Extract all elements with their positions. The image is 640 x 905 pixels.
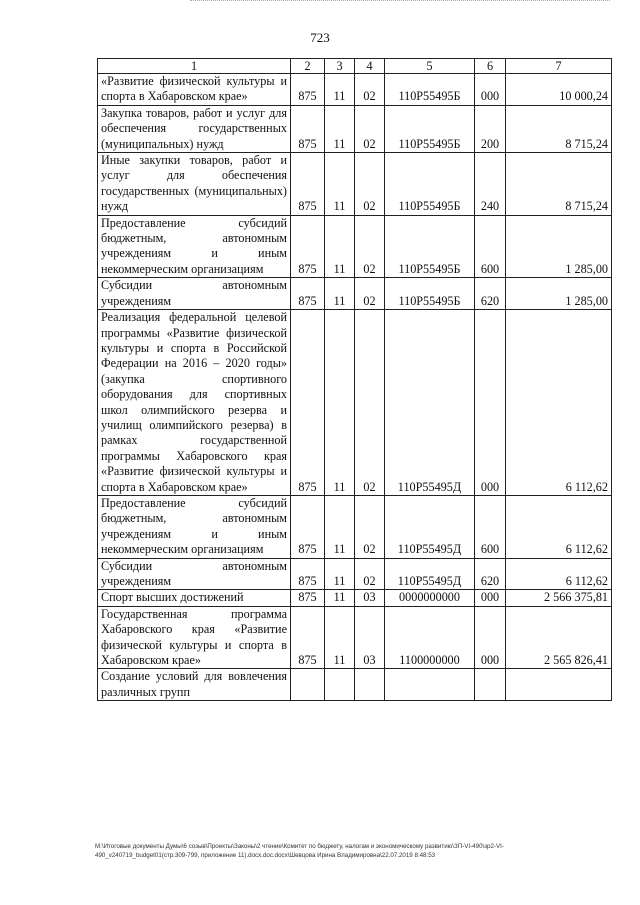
target-article-cell: 110P55495Б: [385, 74, 475, 106]
scan-artifact-line: [190, 0, 610, 4]
ministry-code-cell: 875: [291, 558, 325, 590]
subsection-code-cell: 02: [355, 153, 385, 216]
subsection-code-cell: [355, 669, 385, 701]
target-article-cell: 110P55495Б: [385, 105, 475, 152]
table-row: [98, 310, 612, 496]
ministry-code-cell: 875: [291, 606, 325, 669]
expense-name-cell: Иные закупки товаров, работ и услуг для обеспечения государственных (муниципальных) нужд: [98, 153, 291, 216]
page-number: 723: [310, 30, 330, 45]
target-article-cell: 110P55495Б: [385, 278, 475, 310]
table-row: [98, 153, 612, 216]
subsection-code-cell: 03: [355, 590, 385, 606]
target-article-cell: 110P55495Д: [385, 558, 475, 590]
table-row: [98, 590, 612, 606]
footer-line: 490_v240719_budget01(стр.309-799, приложение 11).docx.doc.docx\Шевцова Ирина Владимировна\22.07.2019 8:48:53: [95, 852, 436, 859]
subsection-code-cell: 02: [355, 278, 385, 310]
header-cell: 5: [385, 59, 475, 74]
section-code-cell: 11: [325, 495, 355, 558]
ministry-code-cell: 875: [291, 153, 325, 216]
ministry-code-cell: 875: [291, 74, 325, 106]
header-cell: 7: [506, 59, 612, 74]
amount-cell: 8 715,24: [506, 153, 612, 216]
ministry-code-cell: 875: [291, 278, 325, 310]
subsection-code-cell: 02: [355, 495, 385, 558]
subsection-code-cell: 03: [355, 606, 385, 669]
table-row: [98, 215, 612, 278]
amount-cell: 8 715,24: [506, 105, 612, 152]
section-code-cell: [325, 669, 355, 701]
section-code-cell: 11: [325, 558, 355, 590]
header-cell: 6: [475, 59, 506, 74]
file-path-footer: [95, 842, 615, 860]
expense-name-cell: Предоставление субсидий бюджетным, автономным учреждениям и иным некоммерческим организациям: [98, 215, 291, 278]
expense-type-cell: 240: [475, 153, 506, 216]
footer-line: M:\Итоговые документы Думы\6 созыв\Проекты\Законы\2 чтение\Комитет по бюджету, налогам и экономическому развитию\ЗП-VI-490\зр2-VI-: [95, 843, 504, 850]
expense-name-cell: Спорт высших достижений: [98, 590, 291, 606]
section-code-cell: 11: [325, 74, 355, 106]
expense-type-cell: 600: [475, 215, 506, 278]
ministry-code-cell: 875: [291, 215, 325, 278]
ministry-code-cell: 875: [291, 590, 325, 606]
amount-cell: 6 112,62: [506, 495, 612, 558]
table-row: [98, 495, 612, 558]
amount-cell: 10 000,24: [506, 74, 612, 106]
subsection-code-cell: 02: [355, 74, 385, 106]
section-code-cell: 11: [325, 590, 355, 606]
ministry-code-cell: 875: [291, 495, 325, 558]
section-code-cell: 11: [325, 105, 355, 152]
table-row: [98, 669, 612, 701]
table-row: [98, 278, 612, 310]
amount-cell: 2 566 375,81: [506, 590, 612, 606]
table-row: [98, 606, 612, 669]
table-row: [98, 74, 612, 106]
table-row: [98, 558, 612, 590]
header-cell: 4: [355, 59, 385, 74]
target-article-cell: 110P55495Б: [385, 215, 475, 278]
header-cell: 3: [325, 59, 355, 74]
expense-type-cell: 600: [475, 495, 506, 558]
expense-name-cell: Реализация федеральной целевой программы «Развитие физической культуры и спорта в Российской Федерации на 2016 – 2020 годы» (закупка спортивного оборудования для спортивных школ олимпийского резерва и училищ олимпийского резерва) в рамках государственной программы Хабаровского края «Развитие физической культуры и спорта в Хабаровском крае»: [98, 310, 291, 496]
table-header-row: [98, 59, 612, 74]
expense-name-cell: Государственная программа Хабаровского края «Развитие физической культуры и спорта в Хабаровском крае»: [98, 606, 291, 669]
header-cell: 1: [98, 59, 291, 74]
ministry-code-cell: 875: [291, 105, 325, 152]
header-cell: 2: [291, 59, 325, 74]
expense-name-cell: «Развитие физической культуры и спорта в Хабаровском крае»: [98, 74, 291, 106]
amount-cell: 1 285,00: [506, 278, 612, 310]
expense-name-cell: Закупка товаров, работ и услуг для обеспечения государственных (муниципальных) нужд: [98, 105, 291, 152]
target-article-cell: 110P55495Д: [385, 495, 475, 558]
amount-cell: 6 112,62: [506, 310, 612, 496]
section-code-cell: 11: [325, 606, 355, 669]
amount-cell: 2 565 826,41: [506, 606, 612, 669]
section-code-cell: 11: [325, 278, 355, 310]
table-row: [98, 105, 612, 152]
expense-type-cell: [475, 669, 506, 701]
expense-type-cell: 000: [475, 590, 506, 606]
target-article-cell: [385, 669, 475, 701]
amount-cell: 6 112,62: [506, 558, 612, 590]
target-article-cell: 1100000000: [385, 606, 475, 669]
expense-name-cell: Субсидии автономным учреждениям: [98, 278, 291, 310]
subsection-code-cell: 02: [355, 215, 385, 278]
expense-name-cell: Субсидии автономным учреждениям: [98, 558, 291, 590]
expense-type-cell: 620: [475, 278, 506, 310]
expense-type-cell: 200: [475, 105, 506, 152]
subsection-code-cell: 02: [355, 105, 385, 152]
expense-type-cell: 000: [475, 310, 506, 496]
expense-type-cell: 000: [475, 606, 506, 669]
section-code-cell: 11: [325, 215, 355, 278]
section-code-cell: 11: [325, 153, 355, 216]
expense-type-cell: 620: [475, 558, 506, 590]
target-article-cell: 110P55495Б: [385, 153, 475, 216]
ministry-code-cell: [291, 669, 325, 701]
budget-table: [97, 58, 612, 701]
amount-cell: [506, 669, 612, 701]
subsection-code-cell: 02: [355, 558, 385, 590]
target-article-cell: 110P55495Д: [385, 310, 475, 496]
target-article-cell: 0000000000: [385, 590, 475, 606]
section-code-cell: 11: [325, 310, 355, 496]
expense-name-cell: Создание условий для вовлечения различных групп: [98, 669, 291, 701]
ministry-code-cell: 875: [291, 310, 325, 496]
expense-type-cell: 000: [475, 74, 506, 106]
subsection-code-cell: 02: [355, 310, 385, 496]
amount-cell: 1 285,00: [506, 215, 612, 278]
expense-name-cell: Предоставление субсидий бюджетным, автономным учреждениям и иным некоммерческим организациям: [98, 495, 291, 558]
